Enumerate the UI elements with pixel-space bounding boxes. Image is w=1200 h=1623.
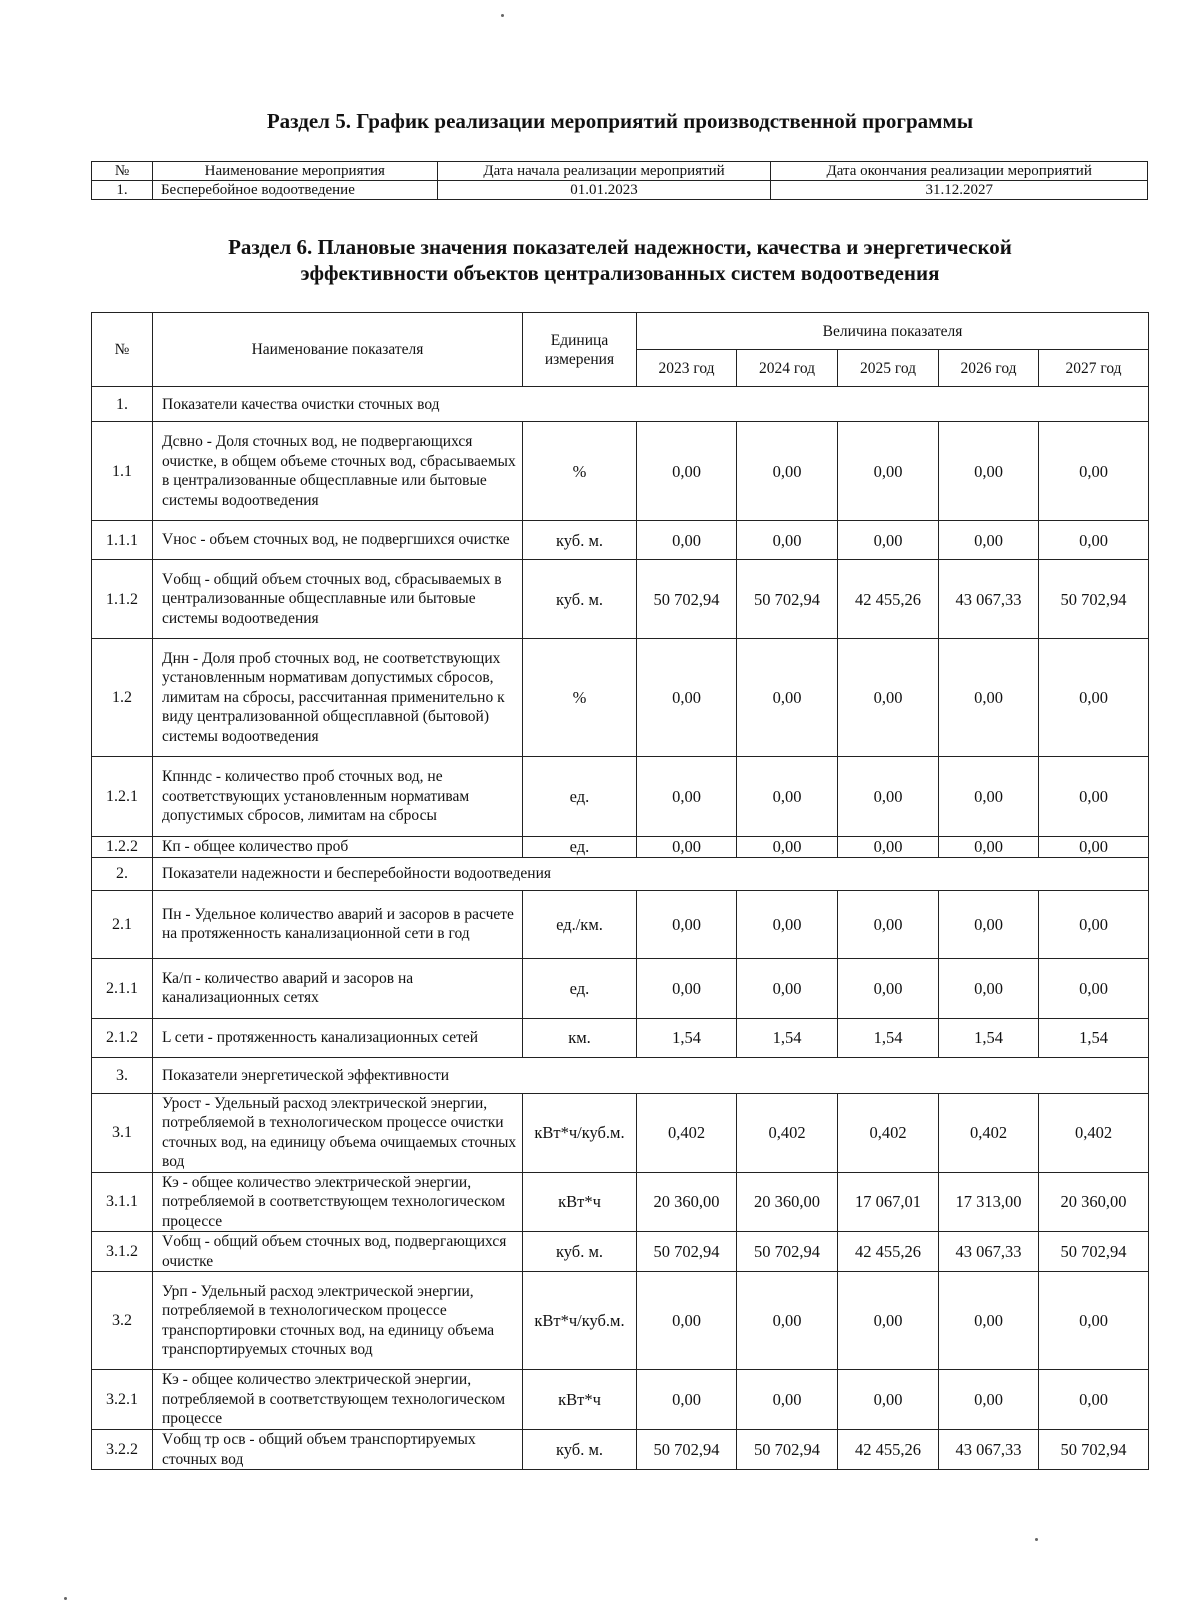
indicator-value: 50 702,94 — [637, 1430, 737, 1470]
indicator-value: 0,00 — [1039, 422, 1149, 521]
indicator-number: 3.1.1 — [92, 1172, 153, 1232]
indicator-value: 0,00 — [1039, 837, 1149, 858]
indicator-value: 0,00 — [838, 521, 939, 560]
header-year: 2024 год — [737, 350, 838, 387]
indicator-value: 0,00 — [939, 837, 1039, 858]
indicators-table-body — [92, 313, 1149, 1470]
indicator-number: 3.2.1 — [92, 1370, 153, 1430]
indicator-name: Vобщ - общий объем сточных вод, сбрасываемых в централизованные общесплавные или бытовые системы водоотведения — [153, 560, 523, 639]
indicator-value: 50 702,94 — [637, 1232, 737, 1272]
indicator-value: 0,00 — [737, 1272, 838, 1370]
header-year: 2027 год — [1039, 350, 1149, 387]
indicator-unit: кВт*ч — [523, 1370, 637, 1430]
indicator-value: 0,402 — [1039, 1093, 1149, 1172]
indicator-value: 43 067,33 — [939, 1430, 1039, 1470]
header-value-group: Величина показателя — [637, 313, 1149, 350]
indicator-number: 2.1.2 — [92, 1018, 153, 1057]
section-name: Показатели надежности и бесперебойности водоотведения — [153, 857, 1149, 890]
indicator-value: 0,00 — [637, 521, 737, 560]
indicator-unit: куб. м. — [523, 1232, 637, 1272]
indicator-row — [92, 1172, 1149, 1232]
indicator-value: 0,00 — [637, 890, 737, 958]
indicator-unit: кВт*ч — [523, 1172, 637, 1232]
scan-speck — [1035, 1538, 1038, 1541]
indicator-number: 1.1.1 — [92, 521, 153, 560]
indicator-name: Vобщ - общий объем сточных вод, подвергающихся очистке — [153, 1232, 523, 1272]
indicator-value: 0,00 — [737, 837, 838, 858]
indicator-value: 17 067,01 — [838, 1172, 939, 1232]
indicator-number: 3.2.2 — [92, 1430, 153, 1470]
indicator-value: 0,00 — [838, 422, 939, 521]
schedule-table — [91, 161, 1148, 200]
schedule-header-name: Наименование мероприятия — [152, 162, 437, 181]
indicator-value: 0,00 — [838, 890, 939, 958]
indicator-value: 50 702,94 — [1039, 1430, 1149, 1470]
indicator-name: Кп - общее количество проб — [153, 837, 523, 858]
indicator-value: 0,00 — [838, 837, 939, 858]
indicator-unit: кВт*ч/куб.м. — [523, 1272, 637, 1370]
section6-title-line2: эффективности объектов централизованных систем водоотведения — [300, 261, 940, 285]
indicators-header-row — [92, 313, 1149, 350]
indicator-value: 0,00 — [1039, 1370, 1149, 1430]
schedule-row — [92, 181, 1148, 200]
section-name: Показатели качества очистки сточных вод — [153, 387, 1149, 422]
indicator-value: 20 360,00 — [737, 1172, 838, 1232]
header-year: 2026 год — [939, 350, 1039, 387]
indicators-table — [91, 312, 1149, 1470]
indicator-value: 0,00 — [1039, 521, 1149, 560]
section6-title — [30, 234, 1200, 286]
indicator-value: 50 702,94 — [1039, 560, 1149, 639]
indicator-value: 43 067,33 — [939, 1232, 1039, 1272]
indicator-value: 0,00 — [838, 1272, 939, 1370]
indicator-value: 42 455,26 — [838, 1232, 939, 1272]
indicator-value: 1,54 — [737, 1018, 838, 1057]
indicator-row — [92, 1093, 1149, 1172]
indicator-value: 50 702,94 — [737, 1232, 838, 1272]
indicator-name: Урост - Удельный расход электрической энергии, потребляемой в технологическом процессе очистки сточных вод, на единицу объема очищаемых сточных вод — [153, 1093, 523, 1172]
indicator-name: Урп - Удельный расход электрической энергии, потребляемой в технологическом процессе транспортировки сточных вод, на единицу объема транспортируемых сточных вод — [153, 1272, 523, 1370]
indicator-number: 2.1.1 — [92, 958, 153, 1018]
section-row — [92, 387, 1149, 422]
indicator-value: 20 360,00 — [637, 1172, 737, 1232]
indicator-row — [92, 837, 1149, 858]
indicator-unit: км. — [523, 1018, 637, 1057]
indicator-value: 0,00 — [637, 757, 737, 837]
indicator-value: 0,00 — [737, 639, 838, 757]
indicator-unit: ед. — [523, 757, 637, 837]
section-number: 1. — [92, 387, 153, 422]
indicator-number: 1.2.1 — [92, 757, 153, 837]
indicator-value: 0,00 — [939, 757, 1039, 837]
indicator-value: 0,402 — [637, 1093, 737, 1172]
header-num: № — [92, 313, 153, 387]
indicator-unit: кВт*ч/куб.м. — [523, 1093, 637, 1172]
indicator-row — [92, 1272, 1149, 1370]
section-name: Показатели энергетической эффективности — [153, 1057, 1149, 1093]
schedule-cell-end: 31.12.2027 — [771, 181, 1148, 200]
indicator-value: 1,54 — [838, 1018, 939, 1057]
indicator-value: 43 067,33 — [939, 560, 1039, 639]
indicator-unit: ед. — [523, 837, 637, 858]
schedule-header-end: Дата окончания реализации мероприятий — [771, 162, 1148, 181]
header-unit: Единица измерения — [523, 313, 637, 387]
indicator-value: 0,00 — [637, 422, 737, 521]
indicator-value: 0,00 — [1039, 958, 1149, 1018]
indicator-value: 1,54 — [637, 1018, 737, 1057]
indicator-value: 0,00 — [838, 639, 939, 757]
section5-title: Раздел 5. График реализации мероприятий производственной программы — [266, 109, 974, 133]
indicator-row — [92, 1370, 1149, 1430]
indicator-value: 0,00 — [637, 837, 737, 858]
indicator-value: 0,00 — [737, 521, 838, 560]
indicator-row — [92, 958, 1149, 1018]
indicator-value: 50 702,94 — [1039, 1232, 1149, 1272]
indicator-number: 3.1 — [92, 1093, 153, 1172]
indicator-row — [92, 1430, 1149, 1470]
schedule-cell-start: 01.01.2023 — [437, 181, 771, 200]
indicator-number: 1.2.2 — [92, 837, 153, 858]
indicator-name: Дсвно - Доля сточных вод, не подвергающихся очистке, в общем объеме сточных вод, сбрасываемых в централизованные общесплавные или бытовые системы водоотведения — [153, 422, 523, 521]
indicator-value: 0,00 — [1039, 1272, 1149, 1370]
indicator-value: 0,00 — [838, 1370, 939, 1430]
indicator-value: 0,00 — [737, 422, 838, 521]
indicator-value: 0,00 — [1039, 890, 1149, 958]
indicator-value: 17 313,00 — [939, 1172, 1039, 1232]
indicator-value: 0,00 — [939, 422, 1039, 521]
indicator-value: 0,00 — [939, 958, 1039, 1018]
indicator-value: 42 455,26 — [838, 1430, 939, 1470]
indicator-value: 20 360,00 — [1039, 1172, 1149, 1232]
section-row — [92, 1057, 1149, 1093]
schedule-header-num: № — [92, 162, 153, 181]
indicator-row — [92, 422, 1149, 521]
indicator-name: Пн - Удельное количество аварий и засоров в расчете на протяженность канализационной сети в год — [153, 890, 523, 958]
indicator-number: 2.1 — [92, 890, 153, 958]
scan-speck — [501, 14, 504, 17]
indicator-value: 0,00 — [1039, 757, 1149, 837]
schedule-cell-num: 1. — [92, 181, 153, 200]
schedule-header-start: Дата начала реализации мероприятий — [437, 162, 771, 181]
indicator-name: Кпнндс - количество проб сточных вод, не соответствующих установленным нормативам допустимых сбросов, лимитам на сбросы — [153, 757, 523, 837]
indicator-row — [92, 560, 1149, 639]
indicator-unit: % — [523, 639, 637, 757]
indicator-value: 0,402 — [838, 1093, 939, 1172]
section-row — [92, 857, 1149, 890]
indicator-name: Ка/п - количество аварий и засоров на канализационных сетях — [153, 958, 523, 1018]
scan-speck — [64, 1597, 67, 1600]
indicator-name: Кэ - общее количество электрической энергии, потребляемой в соответствующем технологическом процессе — [153, 1370, 523, 1430]
indicator-value: 0,00 — [737, 890, 838, 958]
indicator-row — [92, 757, 1149, 837]
indicator-value: 50 702,94 — [737, 560, 838, 639]
indicator-value: 0,00 — [939, 1370, 1039, 1430]
indicator-unit: % — [523, 422, 637, 521]
section-number: 3. — [92, 1057, 153, 1093]
header-year: 2023 год — [637, 350, 737, 387]
indicator-value: 0,00 — [637, 1272, 737, 1370]
schedule-cell-name: Бесперебойное водоотведение — [152, 181, 437, 200]
indicator-row — [92, 521, 1149, 560]
indicator-value: 42 455,26 — [838, 560, 939, 639]
indicator-name: Vобщ тр осв - общий объем транспортируемых сточных вод — [153, 1430, 523, 1470]
indicator-value: 0,00 — [939, 1272, 1039, 1370]
indicator-number: 3.1.2 — [92, 1232, 153, 1272]
indicator-value: 0,00 — [939, 639, 1039, 757]
indicator-name: L сети - протяженность канализационных сетей — [153, 1018, 523, 1057]
indicator-row — [92, 890, 1149, 958]
indicator-value: 0,00 — [838, 757, 939, 837]
indicator-value: 0,00 — [737, 958, 838, 1018]
indicator-number: 3.2 — [92, 1272, 153, 1370]
indicator-value: 1,54 — [939, 1018, 1039, 1057]
indicator-value: 0,402 — [737, 1093, 838, 1172]
indicator-value: 0,00 — [737, 757, 838, 837]
indicator-name: Vнос - объем сточных вод, не подвергшихся очистке — [153, 521, 523, 560]
indicator-unit: куб. м. — [523, 1430, 637, 1470]
indicator-value: 0,00 — [737, 1370, 838, 1430]
indicator-value: 0,402 — [939, 1093, 1039, 1172]
indicator-number: 1.2 — [92, 639, 153, 757]
header-year: 2025 год — [838, 350, 939, 387]
indicator-unit: куб. м. — [523, 521, 637, 560]
indicator-unit: ед. — [523, 958, 637, 1018]
indicator-row — [92, 1232, 1149, 1272]
indicator-row — [92, 639, 1149, 757]
indicator-value: 50 702,94 — [737, 1430, 838, 1470]
schedule-header-row — [92, 162, 1148, 181]
indicator-value: 0,00 — [838, 958, 939, 1018]
indicator-number: 1.1 — [92, 422, 153, 521]
section-number: 2. — [92, 857, 153, 890]
indicator-value: 0,00 — [939, 521, 1039, 560]
indicator-value: 0,00 — [637, 1370, 737, 1430]
indicator-value: 0,00 — [637, 639, 737, 757]
indicator-value: 0,00 — [637, 958, 737, 1018]
indicator-value: 50 702,94 — [637, 560, 737, 639]
indicator-name: Днн - Доля проб сточных вод, не соответствующих установленным нормативам допустимых сбросов, лимитам на сбросы, рассчитанная применительно к виду централизованной общесплавной (бытовой) системы водоотведения — [153, 639, 523, 757]
indicator-row — [92, 1018, 1149, 1057]
indicator-unit: ед./км. — [523, 890, 637, 958]
header-name: Наименование показателя — [153, 313, 523, 387]
indicator-number: 1.1.2 — [92, 560, 153, 639]
section6-title-line1: Раздел 6. Плановые значения показателей надежности, качества и энергетической — [228, 235, 1012, 259]
indicator-unit: куб. м. — [523, 560, 637, 639]
indicator-value: 0,00 — [1039, 639, 1149, 757]
indicator-value: 1,54 — [1039, 1018, 1149, 1057]
indicator-name: Кэ - общее количество электрической энергии, потребляемой в соответствующем технологическом процессе — [153, 1172, 523, 1232]
indicator-value: 0,00 — [939, 890, 1039, 958]
